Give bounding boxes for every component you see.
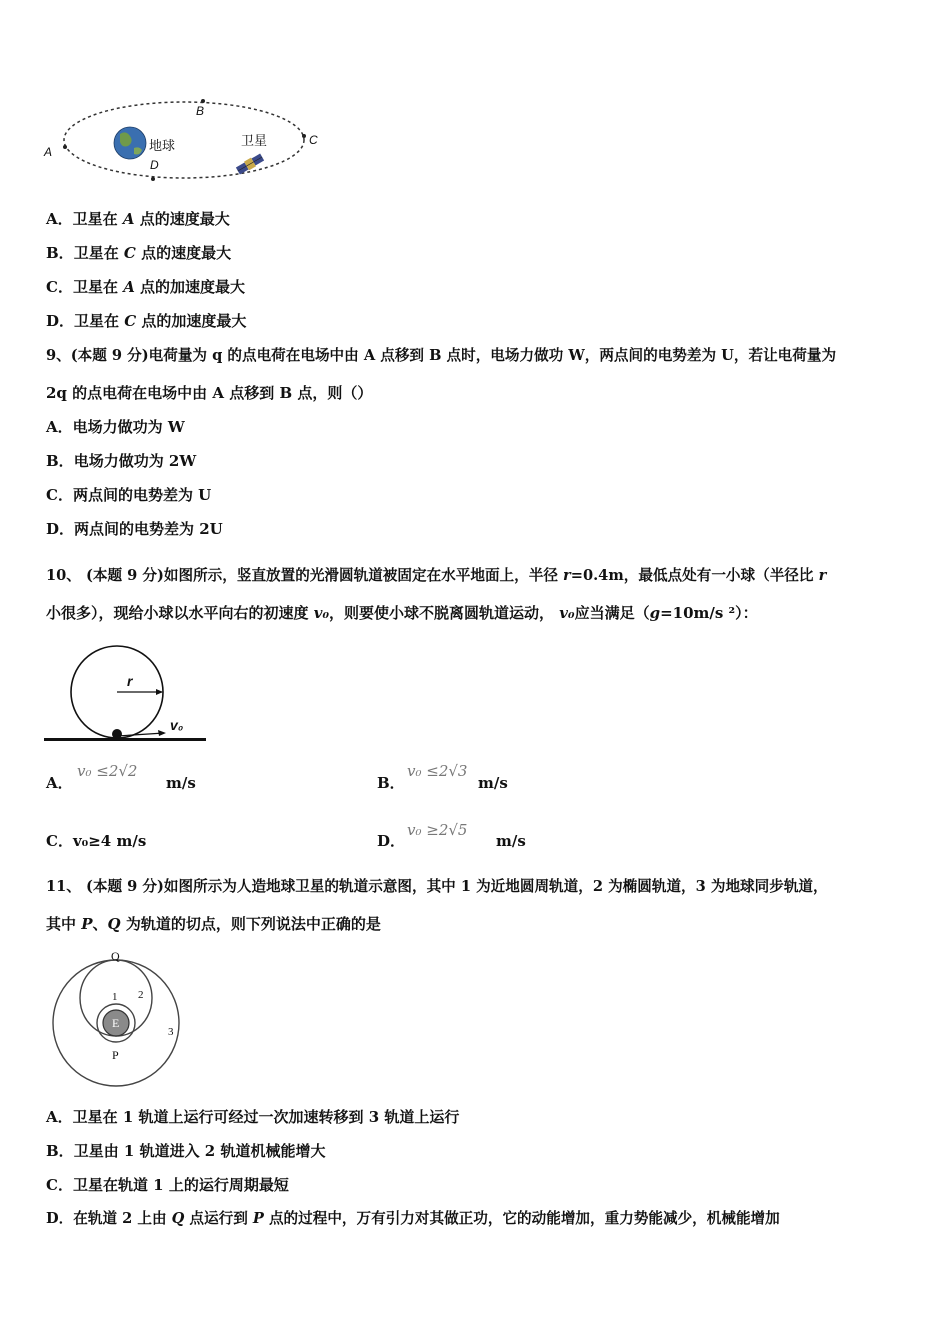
orbit-ellipse-figure [40,92,340,192]
q11-stem-line1: 11、 (本题 9 分)如图所示为人造地球卫星的轨道示意图，其中 1 为近地圆周轨道，2 为椭圆轨道，3 为地球同步轨道， [46,878,828,895]
label-b: B [196,104,205,118]
label-orbit-2: 2 [138,989,144,1001]
label-v0: v₀ [170,717,184,733]
label-satellite: 卫星 [241,133,268,148]
velocity-arrow [117,733,164,736]
point-c-marker [302,134,306,138]
q9-option-c: C．两点间的电势差为 U [46,486,212,504]
q11-option-a: A．卫星在 1 轨道上运行可经过一次加速转移到 3 轨道上运行 [46,1108,460,1126]
label-p: P [112,1048,119,1062]
label-r: r [127,673,133,689]
q9-option-d: D．两点间的电势差为 2U [46,520,223,538]
label-d: D [150,158,159,172]
label-c: C [309,133,318,147]
ball [112,729,122,739]
q10-option-a-unit: m/s [166,774,196,792]
point-d-marker [151,177,155,181]
label-earth: 地球 [149,138,176,153]
q9-option-b: B．电场力做功为 2W [46,452,197,470]
q10-option-b-math: v₀ ≤2√3 [407,762,468,780]
q10-stem-line1: 10、 (本题 9 分)如图所示，竖直放置的光滑圆轨道被固定在水平地面上，半径 r=0.4m，最低点处有一小球（半径比 r [46,567,827,584]
q9-stem-line1: 9、(本题 9 分)电荷量为 q 的点电荷在电场中由 A 点移到 B 点时，电场力做功 W，两点间的电势差为 U，若让电荷量为 [46,347,837,364]
ground-line [44,738,206,741]
label-e: E [112,1016,120,1030]
point-b-marker [201,99,205,103]
q10-option-c: C．v₀≥4 m/s [46,832,147,850]
three-orbits-figure [50,948,190,1093]
q10-option-d-math: v₀ ≥2√5 [407,821,468,839]
q10-option-d: D． [377,832,406,850]
q9-option-a: A．电场力做功为 W [46,418,185,436]
circular-track-figure [44,645,209,747]
q8-option-c: C．卫星在 A 点的加速度最大 [46,278,246,296]
q11-option-d: D．在轨道 2 上由 Q 点运行到 P 点的过程中，万有引力对其做正功，它的动能增加，重力势能减少，机械能增加 [46,1210,780,1227]
label-orbit-3: 3 [168,1026,174,1038]
label-orbit-1: 1 [112,991,118,1003]
q8-option-b: B．卫星在 C 点的速度最大 [46,244,232,262]
q9-stem-line2: 2q 的点电荷在电场中由 A 点移到 B 点，则（） [46,384,373,402]
q11-stem-line2: 其中 P、Q 为轨道的切点，则下列说法中正确的是 [46,915,381,933]
q10-option-a: A． [46,774,73,792]
q11-option-c: C．卫星在轨道 1 上的运行周期最短 [46,1176,289,1194]
label-a: A [44,145,53,159]
q10-option-d-unit: m/s [496,832,526,850]
q8-option-d: D．卫星在 C 点的加速度最大 [46,312,247,330]
q8-option-a: A．卫星在 A 点的速度最大 [46,210,230,228]
q11-option-b: B．卫星由 1 轨道进入 2 轨道机械能增大 [46,1142,326,1160]
q10-stem-line2: 小很多），现给小球以水平向右的初速度 v₀，则要使小球不脱离圆轨道运动， v₀应当满足（g=10m/s ²）： [46,604,758,622]
q10-option-a-math: v₀ ≤2√2 [77,762,138,780]
orbit-path [64,102,304,178]
point-a-marker [63,145,67,149]
earth-icon [114,127,146,159]
label-q: Q [111,949,120,963]
q10-option-b-unit: m/s [478,774,508,792]
q10-option-b: B． [377,774,405,792]
